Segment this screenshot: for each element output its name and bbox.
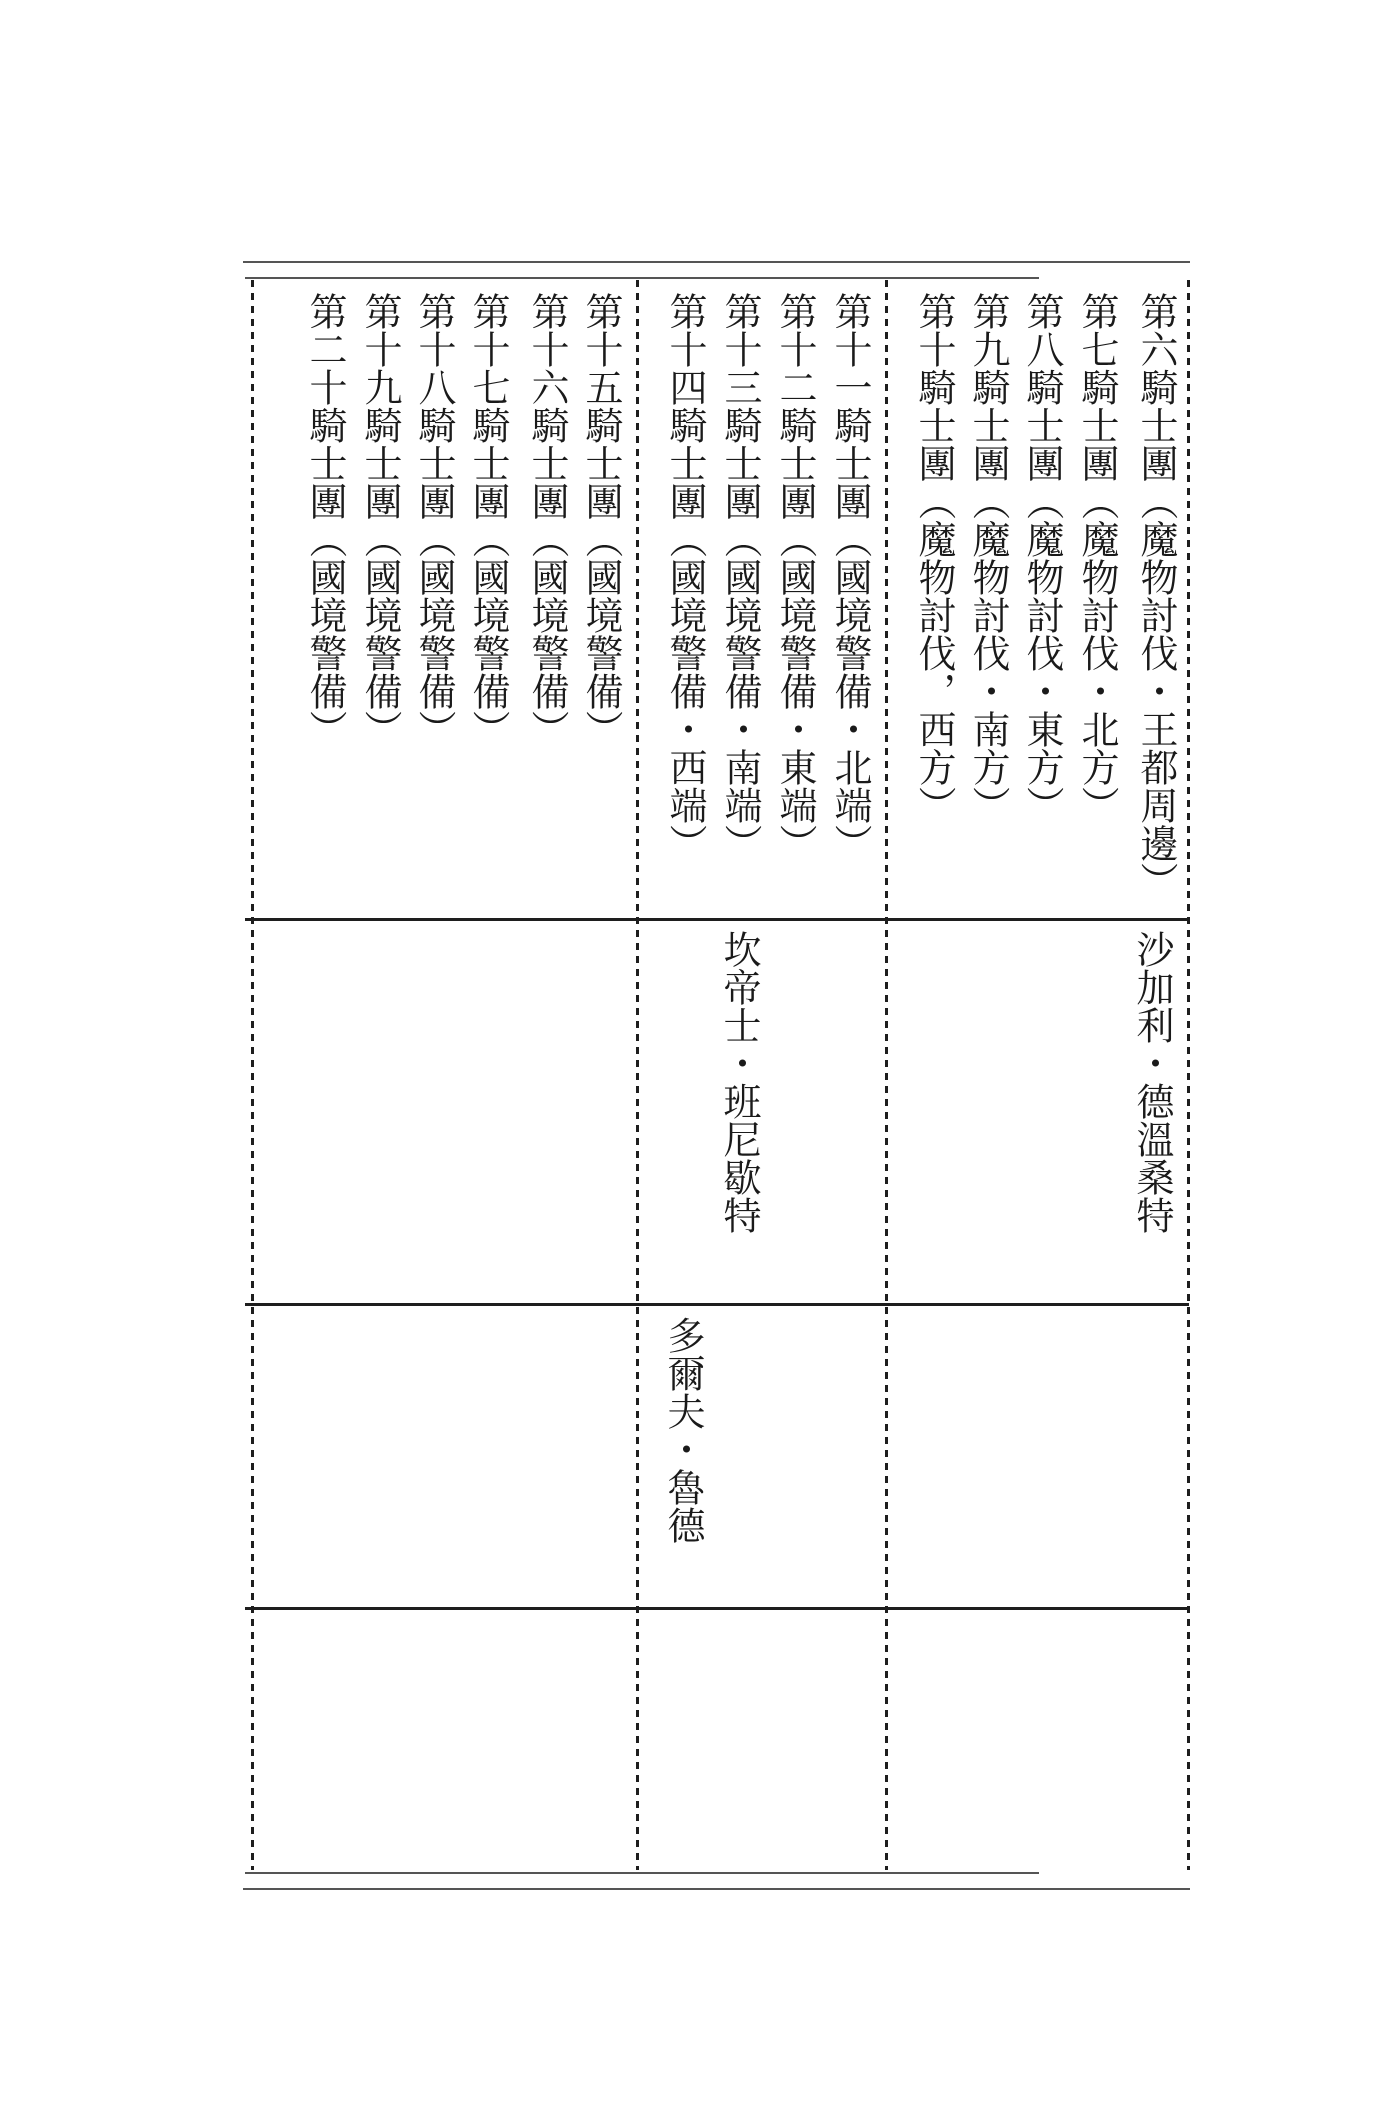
commander-name-monster-subjugation: 沙加利・德溫桑特 xyxy=(1130,930,1174,1234)
knight-order-6: 第六騎士團（魔物討伐・王都周邊） xyxy=(1134,292,1178,900)
knight-order-10: 第十騎士團（魔物討伐，西方） xyxy=(912,292,956,824)
knight-order-13: 第十三騎士團（國境警備・南端） xyxy=(718,292,762,862)
knight-order-9: 第九騎士團（魔物討伐・南方） xyxy=(966,292,1010,824)
column-divider-1 xyxy=(885,280,888,1870)
bottom-outer-rule xyxy=(243,1888,1190,1890)
commander-name-tier-3: 多爾夫・魯德 xyxy=(661,1316,705,1544)
top-outer-rule xyxy=(243,261,1190,263)
column-divider-left xyxy=(251,280,254,1870)
knight-order-12: 第十二騎士團（國境警備・東端） xyxy=(773,292,817,862)
knight-order-14: 第十四騎士團（國境警備・西端） xyxy=(663,292,707,862)
column-divider-right xyxy=(1187,280,1190,1870)
knight-order-7: 第七騎士團（魔物討伐・北方） xyxy=(1075,292,1119,824)
row-divider-3 xyxy=(245,1607,1189,1610)
knight-order-19: 第十九騎士團（國境警備） xyxy=(358,292,402,748)
knight-order-16: 第十六騎士團（國境警備） xyxy=(525,292,569,748)
knight-order-17: 第十七騎士團（國境警備） xyxy=(466,292,510,748)
top-inner-rule xyxy=(245,277,1039,279)
row-divider-1 xyxy=(245,918,1189,921)
knight-order-18: 第十八騎士團（國境警備） xyxy=(412,292,456,748)
knight-order-8: 第八騎士團（魔物討伐・東方） xyxy=(1020,292,1064,824)
knight-order-20: 第二十騎士團（國境警備） xyxy=(303,292,347,748)
column-divider-2 xyxy=(636,280,639,1870)
bottom-inner-rule xyxy=(245,1872,1039,1874)
knight-order-11: 第十一騎士團（國境警備・北端） xyxy=(828,292,872,862)
row-divider-2 xyxy=(245,1303,1189,1306)
knight-order-15: 第十五騎士團（國境警備） xyxy=(579,292,623,748)
commander-name-border-regions: 坎帝士・班尼歇特 xyxy=(717,930,761,1234)
